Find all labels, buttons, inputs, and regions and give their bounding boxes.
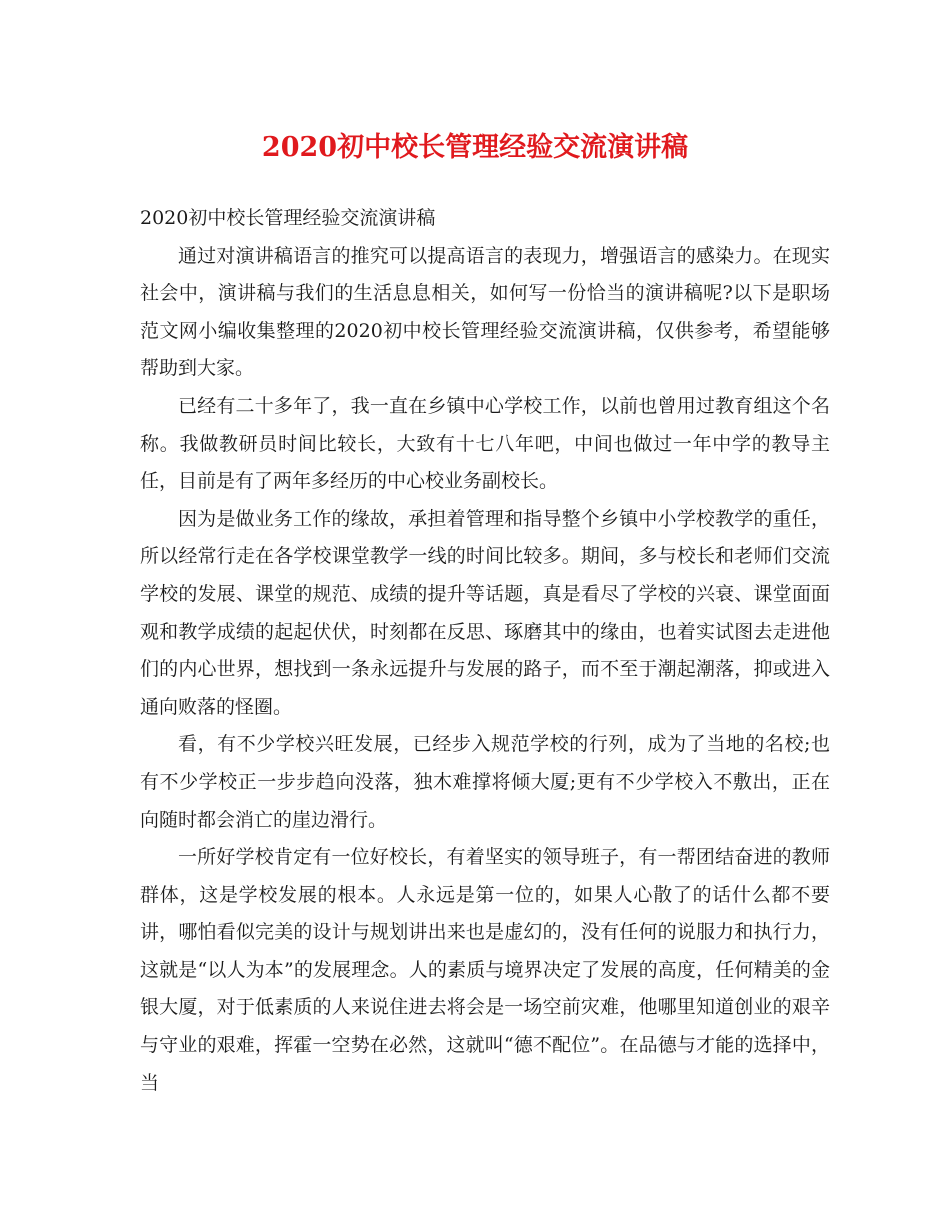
- document-body: [140, 200, 830, 1102]
- paragraph-schools: 看，有不少学校兴旺发展，已经步入规范学校的行列，成为了当地的名校;也有不少学校正一步步趋向没落，独木难撑将倾大厦;更有不少学校入不敷出，正在向随时都会消亡的崖边滑行。: [140, 733, 830, 831]
- paragraph-work: 因为是做业务工作的缘故，承担着管理和指导整个乡镇中小学校教学的重任，所以经常行走在各学校课堂教学一线的时间比较多。期间，多与校长和老师们交流学校的发展、课堂的规范、成绩的提升等话题，真是看尽了学校的兴衰、课堂面面观和教学成绩的起起伏伏，时刻都在反思、琢磨其中的缘由，也着实试图去走进他们的内心世界，想找到一条永远提升与发展的路子，而不至于潮起潮落，抑或进入通向败落的怪圈。: [140, 507, 830, 718]
- document-subtitle: 2020初中校长管理经验交流演讲稿: [140, 207, 436, 229]
- document-title: 2020初中校长管理经验交流演讲稿: [261, 132, 689, 163]
- paragraph-career: 已经有二十多年了，我一直在乡镇中心学校工作，以前也曾用过教育组这个名称。我做教研员时间比较长，大致有十七八年吧，中间也做过一年中学的教导主任，目前是有了两年多经历的中心校业务副校长。: [140, 394, 830, 493]
- paragraph-principal: 一所好学校肯定有一位好校长，有着坚实的领导班子，有一帮团结奋进的教师群体，这是学校发展的根本。人永远是第一位的，如果人心散了的话什么都不要讲，哪怕看似完美的设计与规划讲出来也是虚幻的，没有任何的说服力和执行力，这就是“以人为本”的发展理念。人的素质与境界决定了发展的高度，任何精美的金银大厦，对于低素质的人来说住进去将会是一场空前灾难，他哪里知道创业的艰辛与守业的艰难，挥霍一空势在必然，这就叫“德不配位”。在品德与才能的选择中，当: [140, 846, 830, 1094]
- paragraph-intro: 通过对演讲稿语言的推究可以提高语言的表现力，增强语言的感染力。在现实社会中，演讲稿与我们的生活息息相关，如何写一份恰当的演讲稿呢?以下是职场范文网小编收集整理的2020初中校长管理经验交流演讲稿，仅供参考，希望能够帮助到大家。: [140, 244, 830, 380]
